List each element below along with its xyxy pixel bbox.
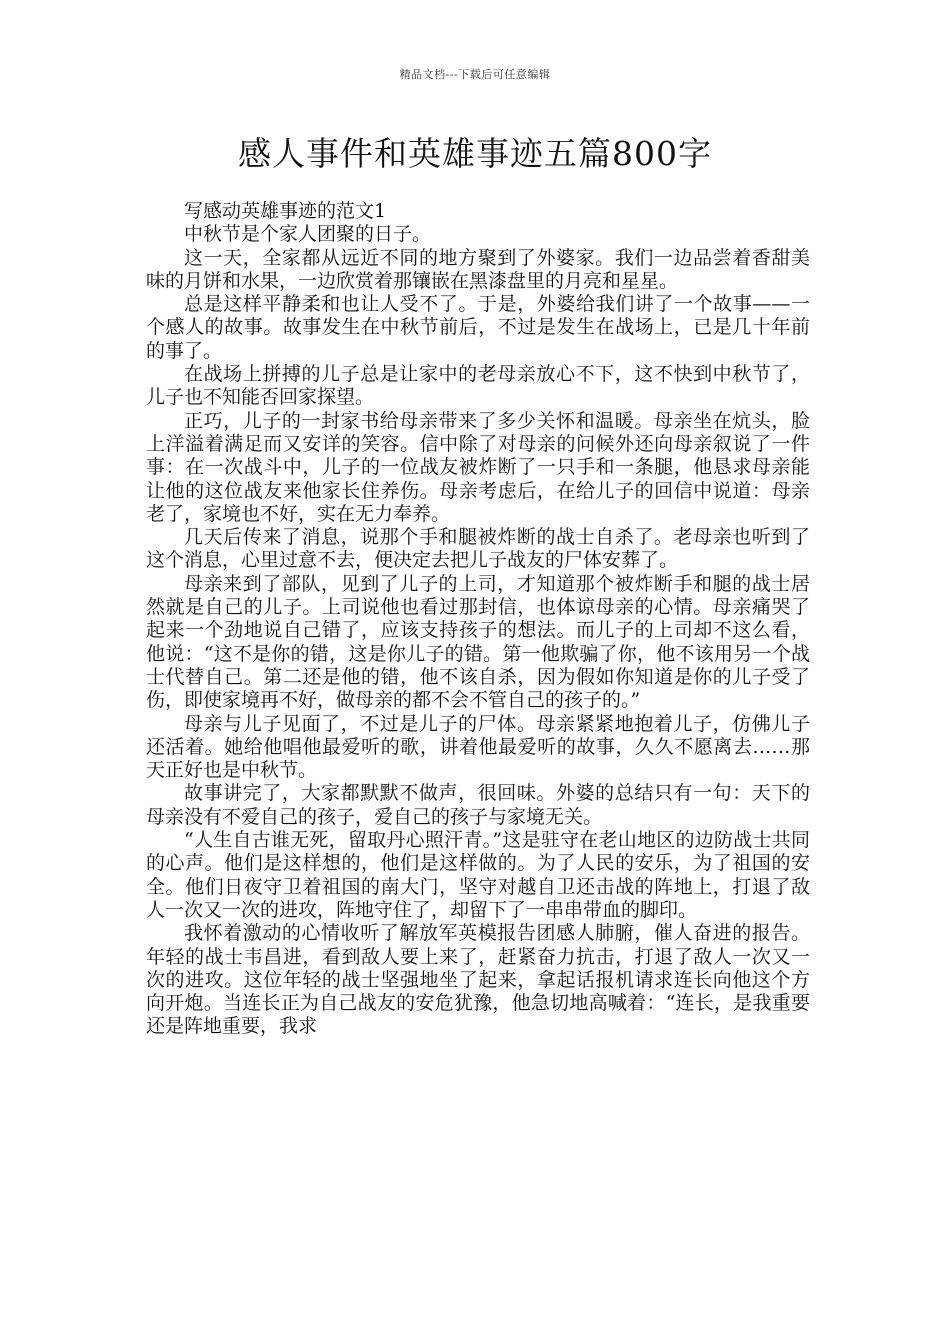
paragraph: 中秋节是个家人团聚的日子。 — [184, 223, 432, 246]
paragraph: 几天后传来了消息，说那个手和腿被炸断的战士自杀了。老母亲也听到了这个消息，心里过意不去，便决定去把儿子战友的尸体安葬了。 — [146, 526, 810, 572]
paragraph: 母亲与儿子见面了，不过是儿子的尸体。母亲紧紧地抱着儿子，仿佛儿子还活着。她给他唱他最爱听的歌，讲着他最爱听的故事，久久不愿离去……那天正好也是中秋节。 — [146, 712, 810, 782]
paragraph: 这一天，全家都从远近不同的地方聚到了外婆家。我们一边品尝着香甜美味的月饼和水果，一边欣赏着那镶嵌在黑漆盘里的月亮和星星。 — [146, 246, 810, 292]
paragraph: 在战场上拼搏的儿子总是让家中的老母亲放心不下，这不快到中秋节了，儿子也不知能否回家探望。 — [146, 363, 810, 409]
document-title: 感人事件和英雄事迹五篇800字 — [238, 134, 712, 173]
document-body — [146, 200, 810, 1039]
paragraph: 母亲来到了部队，见到了儿子的上司，才知道那个被炸断手和腿的战士居然就是自己的儿子。上司说他也看过那封信，也体谅母亲的心情。母亲痛哭了起来一个劲地说自己错了，应该支持孩子的想法。而儿子的上司却不这么看，他说：“这不是你的错，这是你儿子的错。第一他欺骗了你，他不该用另一个战士代替自己。第二还是他的错，他不该自杀，因为假如你知道是你的儿子受了伤，即使家境再不好，做母亲的都不会不管自己的孩子的。” — [146, 572, 810, 712]
paragraph: 写感动英雄事迹的范文1 — [184, 200, 387, 222]
paragraph: 总是这样平静柔和也让人受不了。于是，外婆给我们讲了一个故事——一个感人的故事。故事发生在中秋节前后，不过是发生在战场上，已是几十年前的事了。 — [146, 293, 810, 362]
paragraph: “人生自古谁无死，留取丹心照汗青。”这是驻守在老山地区的边防战士共同的心声。他们是这样想的，他们是这样做的。为了人民的安乐，为了祖国的安全。他们日夜守卫着祖国的南大门，坚守对越自卫还击战的阵地上，打退了敌人一次又一次的进攻，阵地守住了，却留下了一串串带血的脚印。 — [146, 829, 810, 921]
header-note: 精品文档---下载后可任意编辑 — [399, 68, 551, 81]
paragraph: 正巧，儿子的一封家书给母亲带来了多少关怀和温暖。母亲坐在炕头，脸上洋溢着满足而又安详的笑容。信中除了对母亲的问候外还向母亲叙说了一件事：在一次战斗中，儿子的一位战友被炸断了一只手和一条腿，他恳求母亲能让他的这位战友来他家长住养伤。母亲考虑后，在给儿子的回信中说道：母亲老了，家境也不好，实在无力奉养。 — [146, 409, 810, 525]
paragraph: 故事讲完了，大家都默默不做声，很回味。外婆的总结只有一句：天下的母亲没有不爱自己的孩子，爱自己的孩子与家境无关。 — [146, 782, 810, 828]
paragraph: 我怀着激动的心情收听了解放军英模报告团感人肺腑，催人奋进的报告。年轻的战士韦昌进，看到敌人要上来了，赶紧奋力抗击，打退了敌人一次又一次的进攻。这位年轻的战士坚强地坐了起来，拿起话报机请求连长向他这个方向开炮。当连长正为自己战友的安危犹豫，他急切地高喊着：“连长，是我重要还是阵地重要，我求 — [146, 922, 810, 1038]
